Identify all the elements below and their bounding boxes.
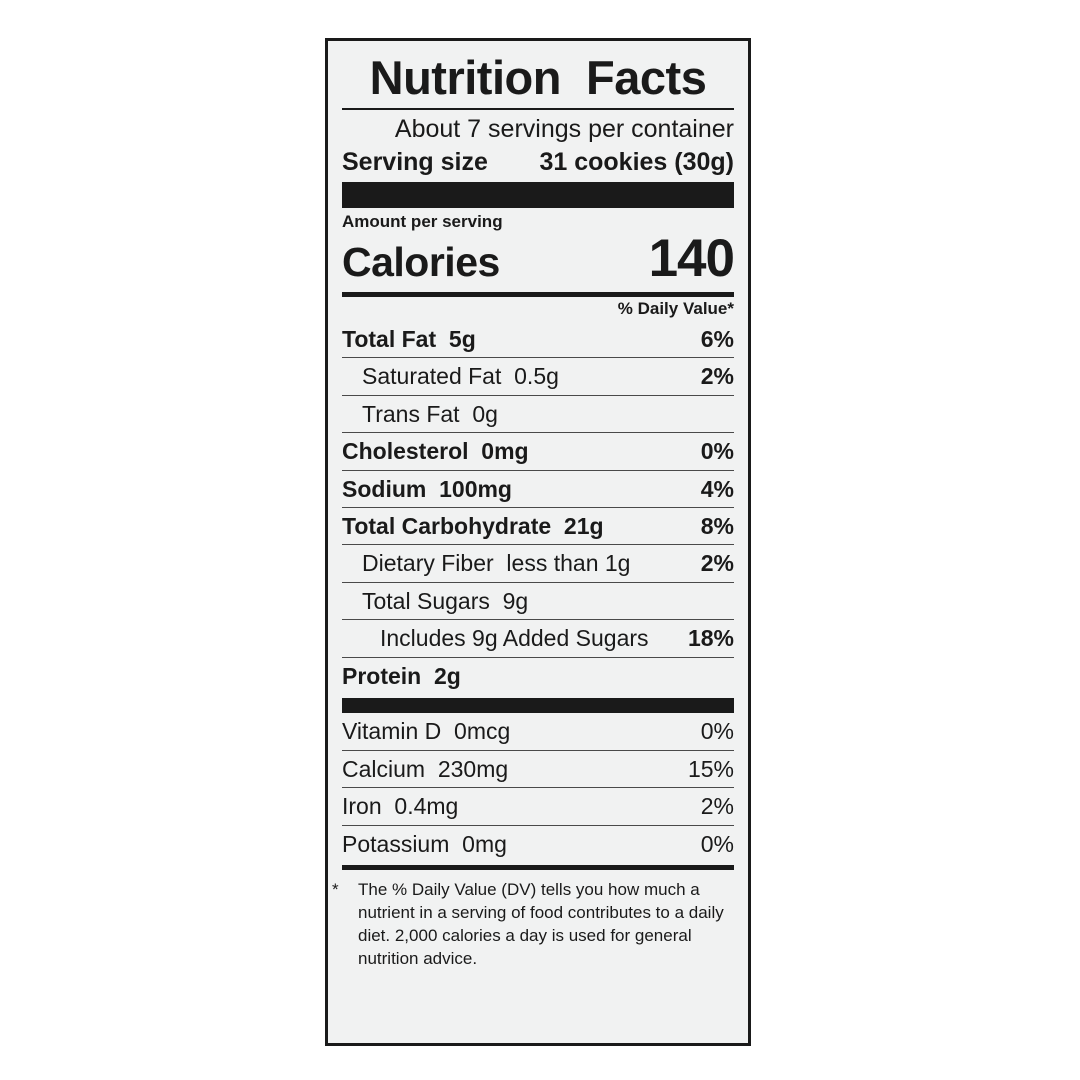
micronutrient-row (342, 788, 734, 824)
nutrient-name: Trans Fat 0g (362, 400, 498, 427)
nutrient-daily-value: 2% (700, 550, 734, 577)
micronutrient-list (342, 713, 734, 862)
nutrient-row (342, 396, 734, 432)
nutrient-row (342, 620, 734, 656)
nutrient-daily-value: 18% (687, 625, 734, 652)
micronutrient-daily-value: 0% (700, 830, 734, 857)
nutrient-daily-value: 6% (700, 325, 734, 352)
page-title: Nutrition Facts (369, 51, 707, 104)
nutrition-facts-label (325, 38, 751, 1046)
micronutrient-row (342, 713, 734, 749)
footnote (332, 870, 734, 971)
nutrient-name: Cholesterol 0mg (342, 438, 529, 465)
nutrient-row (342, 545, 734, 581)
micronutrient-daily-value: 0% (700, 718, 734, 745)
micronutrient-name: Vitamin D 0mcg (342, 718, 511, 745)
micronutrient-name: Iron 0.4mg (342, 793, 459, 820)
micronutrient-row (342, 826, 734, 862)
serving-size-value: 31 cookies (30g) (539, 148, 734, 177)
nutrient-name: Includes 9g Added Sugars (380, 625, 649, 652)
micronutrient-daily-value: 15% (687, 755, 734, 782)
nutrient-name: Total Sugars 9g (362, 587, 529, 614)
divider-thick-top (342, 182, 734, 208)
calories-label: Calories (342, 238, 500, 285)
serving-size-label: Serving size (342, 148, 488, 177)
nutrient-row (342, 658, 734, 694)
nutrient-row (342, 508, 734, 544)
nutrient-row (342, 358, 734, 394)
nutrient-daily-value: 8% (700, 513, 734, 540)
nutrient-row (342, 471, 734, 507)
micronutrient-daily-value: 2% (700, 793, 734, 820)
servings-per-container: About 7 servings per container (394, 115, 734, 144)
footnote-text: The % Daily Value (DV) tells you how much a nutrient in a serving of food contributes to a daily diet. 2,000 calories a day is used for general nutrition advice. (358, 879, 724, 968)
nutrient-daily-value: 4% (700, 475, 734, 502)
serving-size-row (342, 148, 734, 177)
daily-value-header: % Daily Value* (617, 298, 734, 318)
nutrient-name: Sodium 100mg (342, 475, 512, 502)
nutrient-name: Dietary Fiber less than 1g (362, 550, 631, 577)
divider-under-title (342, 108, 734, 110)
micronutrient-name: Potassium 0mg (342, 830, 507, 857)
amount-per-serving-label: Amount per serving (342, 211, 503, 231)
divider-under-calories (342, 292, 734, 297)
footnote-marker: * (332, 879, 339, 899)
nutrient-name: Saturated Fat 0.5g (362, 363, 559, 390)
calories-value: 140 (648, 228, 734, 288)
nutrient-row (342, 433, 734, 469)
nutrient-row (342, 321, 734, 357)
nutrient-row (342, 583, 734, 619)
micronutrient-name: Calcium 230mg (342, 755, 509, 782)
calories-row (342, 228, 734, 289)
micronutrient-row (342, 751, 734, 787)
nutrient-daily-value: 2% (700, 363, 734, 390)
nutrient-name: Total Fat 5g (342, 325, 476, 352)
nutrient-list (342, 321, 734, 694)
divider-mid (342, 698, 734, 713)
nutrient-name: Total Carbohydrate 21g (342, 513, 604, 540)
nutrient-daily-value: 0% (700, 438, 734, 465)
nutrient-name: Protein 2g (342, 662, 461, 689)
